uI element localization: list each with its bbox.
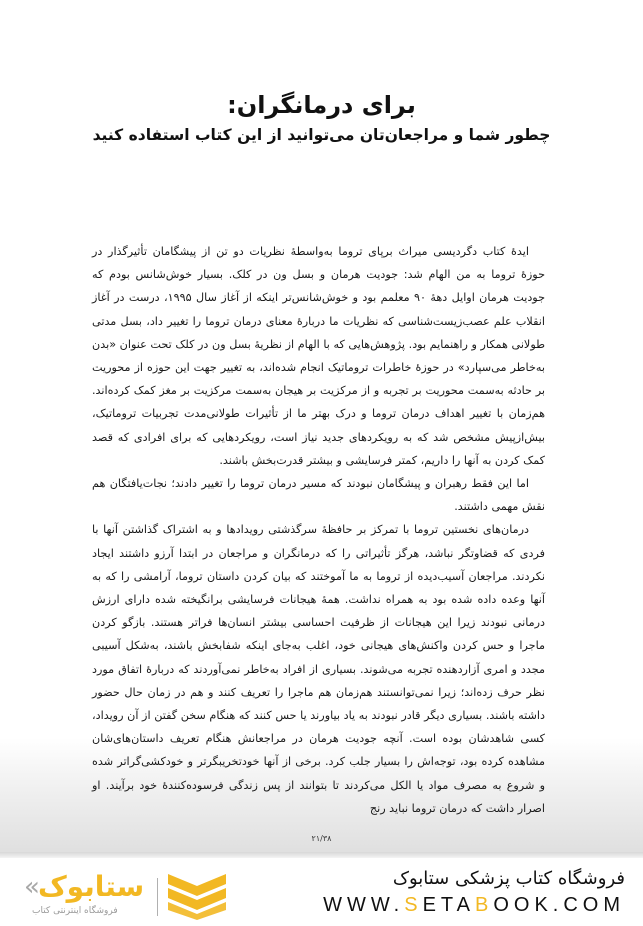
chapter-title: برای درمانگران:: [227, 91, 416, 119]
url-highlight: B: [474, 894, 494, 916]
store-name: فروشگاه کتاب پزشکی ستابوک: [392, 868, 625, 889]
logo-wordmark: ستابوک: [38, 870, 145, 903]
setabook-logo: [24, 870, 229, 920]
url-part: WWW.: [323, 894, 405, 916]
paragraph: درمان‌های نخستین تروما با تمرکز بر حافظۀ سرگذشتی رویدادها و به اشتراک گذاشتن آنها با فردی که قضاوتگر نباشد، هرگز تأثیراتی را که درمانگران و مراجعان در ابتدا آرزو داشتند ایجاد نکردند. مراجعان آسیب‌دیده از تروما به ما آموختند که بیان کردن داستان تروما، آرامشی را که به آنها وعده داده شده بود به همراه نداشت. همۀ هیجانات فرسایشی برانگیخته شده دارای ارزش درمانی نبودند زیرا این هیجانات از ظرفیت احساسی بیشتر انسان‌ها فراتر هستند. بازگو کردن ماجرا و حس کردن واکنش‌های هیجانی خود، اغلب به‌جای اینکه شفابخش باشند، به‌شکل آسیبی مجدد و امری آزاردهنده تجربه می‌شوند. بسیاری از افراد به‌خاطر نمی‌آوردند که دربارۀ اتفاق مورد نظر حرف زده‌اند؛ زیرا نمی‌توانستند هم‌زمان هم ماجرا را تعریف کنند و هم در زمان حال حضور داشته باشند. بسیاری دیگر قادر نبودند به یاد بیاورند یا حس کنند که هنگام سخن گفتن از آن رویداد، کسی شاهدشان بوده است. آنچه جودیت هرمان در مراجعانش هنگام تعریف داستان‌های‌شان مشاهده کرده بود، توجه‌اش را بسیار جلب کرد. برخی از آنها خودتخریبگرتر و خودکشی‌گراتر شده و شروع به مصرف مواد یا الکل می‌کردند تا بتوانند از پس زندگی فرسوده‌کنندۀ خود برآیند. او اصرار داشت که درمان تروما نباید رنج: [92, 523, 545, 815]
double-chevron-icon: «: [24, 872, 40, 902]
paragraph: ایدۀ کتاب دگردیسی میراث برپای تروما به‌واسطۀ نظریات دو تن از پیشگامان تأثیرگذار در حوزۀ تروما به من الهام شد: جودیت هرمان و بسل ون در کلک. بسیار خوش‌شانس بودم که جودیت هرمان اوایل دهۀ ۹۰ معلمم بود و خوش‌شانس‌تر اینکه از آغاز سال ۱۹۹۵، درست در آغاز انقلاب علم عصب‌زیست‌شناسی که نظریات ما دربارۀ معنای درمان تروما را تغییر داد، بسل مدتی طولانی همکار و راهنمایم بود. پژوهش‌هایی که با الهام از نظریۀ بسل ون در کلک تحت عنوان «بدن به‌خاطر می‌سپارد» در حوزۀ خاطرات تروماتیک انجام شده‌اند، به تغییر جهت این حوزه از محوریت بر حادثه به‌سمت محوریت بر تجربه و از مرکزیت بر هیجان به‌سمت مرکزیت بر مغز کمک کرده‌اند. هم‌زمان با تغییر اهداف درمان تروما و درک بهتر ما از تأثیرات طولانی‌مدت تجربیات تروماتیک، بیش‌ازپیش مشخص شد که به رویکردهای جدید نیاز است، رویکردهایی که برای افرادی که قصد کمک کردن به آنها را داریم، کمتر فرسایشی و بیشتر قدرت‌بخش باشند.: [92, 245, 545, 467]
page-number: ۲۱/۳۸: [311, 834, 332, 843]
store-footer-banner: [0, 858, 643, 926]
logo-divider: [157, 878, 158, 916]
store-url[interactable]: [323, 894, 625, 917]
url-part: OOK.COM: [493, 894, 625, 916]
url-part: ETA: [422, 894, 475, 916]
chapter-subtitle: چطور شما و مراجعان‌تان می‌توانید از این کتاب استفاده کنید: [92, 126, 551, 144]
logo-tagline: فروشگاه اینترنتی کتاب: [32, 906, 118, 916]
chevron-stack-icon: [166, 872, 228, 920]
chapter-heading: [60, 90, 583, 146]
body-text: [92, 240, 545, 820]
url-highlight: S: [404, 894, 423, 916]
paragraph: اما این فقط رهبران و پیشگامان نبودند که مسیر درمان تروما را تغییر دادند؛ نجات‌یافتگان هم نقش مهمی داشتند.: [92, 477, 545, 514]
